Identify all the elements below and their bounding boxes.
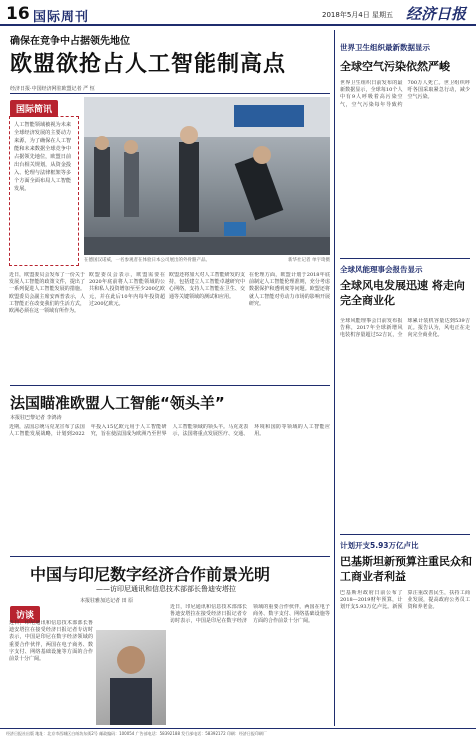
- lead-body-col-1: 近日，欧盟委员会发布了一份关于发展人工智能的政策文件，提出了一系列促进人工智能发展的措施。欧盟委员会副主席安西普表示，人工智能正在改变我们的生活方式，欧洲必须在这一领域有所作为。: [9, 272, 85, 315]
- france-headline: 法国瞄准欧盟人工智能“领头羊”: [10, 394, 225, 412]
- page-number: 16: [6, 4, 30, 24]
- divider: [10, 556, 330, 557]
- column-divider: [334, 30, 335, 726]
- interview-body-col-2: 近日，印尼通讯和信息技术部部长鲁迪安塔拉在接受经济日报记者专访时表示，中国是印尼在数字经济领域的重要合作伙伴，两国在电子商务、数字支付、网络基础设施等方面的合作前景十分广阔。: [170, 604, 330, 625]
- section-title: 国际周刊: [33, 10, 90, 25]
- lead-body-col-3: 欧盟还将加大对人工智能研发的支持，包括建立人工智能卓越研究中心网络，支持人工智能在卫生、交通等关键领域的测试和应用。: [169, 272, 245, 300]
- divider: [10, 93, 330, 94]
- lead-headline: 欧盟欲抢占人工智能制高点: [10, 52, 287, 77]
- interview-portrait: [96, 630, 166, 725]
- divider: [340, 534, 470, 535]
- interview-subtitle: ——访印尼通讯和信息技术部部长鲁迪安塔拉: [96, 585, 236, 593]
- right-kicker-3: 计划开支5.93万亿卢比: [340, 541, 419, 550]
- lead-summary-box: 人工智能领域被视为未来全球经济发展的主要动力来源，为了确保在人工智能和未来数据全球竞争中占据领先地位，欧盟日前出台相关规划，从资金投入、伦理与法律框架等多个方面全面布局人工智能发展。: [9, 116, 79, 266]
- france-byline: 本报驻巴黎记者 李鸿涛: [10, 415, 62, 421]
- photo-caption-text: 在德国汉诺威，一名参观者在体验日本公司展出的外骨骼产品。: [84, 258, 210, 263]
- lead-byline: 经济日报·中国经济网驻欧盟记者 严 恒: [10, 86, 95, 92]
- interview-byline: 本报驻雅加达记者 田 原: [80, 598, 134, 604]
- photo-credit: 新华社记者 单宇琦摄: [288, 258, 330, 263]
- lead-body-col-4: 在伦理方面，欧盟计划于2018年底前制定人工智能伦理准则，充分考虑数据保护和透明度等问题。欧盟还将就人工智能对劳动力市场的影响开展研究。: [249, 272, 330, 307]
- issue-date: 2018年5月4日 星期五: [322, 11, 393, 19]
- right-body-3: 巴基斯坦政府日前公布了2018—2019财年预算，计划开支5.93万亿卢比。新预算注重改善民生，扶持工商业发展，提高政府公务员工资和养老金。: [340, 590, 470, 611]
- lead-kicker: 确保在竞争中占据领先地位: [10, 36, 130, 47]
- divider: [340, 258, 470, 259]
- lead-photo: [84, 97, 330, 255]
- interview-body-col-1: 近日，印尼通讯和信息技术部部长鲁迪安塔拉在接受经济日报记者专访时表示，中国是印尼在数字经济领域的重要合作伙伴，两国在电子商务、数字支付、网络基础设施等方面的合作前景十分广阔。: [9, 620, 93, 663]
- brief-tag: 国际简讯: [10, 100, 58, 117]
- person-portrait-image: [96, 630, 166, 725]
- newspaper-logo: 经济日报: [406, 5, 467, 23]
- right-kicker-2: 全球风能理事会报告显示: [340, 265, 423, 274]
- right-headline-3: 巴基斯坦新预算注重民众和工商业者利益: [340, 555, 472, 583]
- france-body: 近期，法国总统马克龙宣布了法国人工智能发展战略，计划到2022年投入15亿欧元用于人工智能研究，旨在使法国成为欧洲乃至世界人工智能领域的领头羊。马克龙表示，法国将重点发展医疗、交通、环境和国防等领域的人工智能应用。: [9, 424, 330, 438]
- right-kicker-1: 世界卫生组织最新数据显示: [340, 43, 430, 52]
- masthead: [0, 0, 476, 26]
- right-headline-1: 全球空气污染依然严峻: [340, 60, 450, 73]
- right-body-2: 全球风能理事会日前发布报告称，2017年全球新增风电装机容量超过52吉瓦，全球累计装机容量达到539吉瓦。报告认为，风电正在走向完全商业化。: [340, 318, 470, 339]
- right-body-1: 世界卫生组织日前发布的最新数据显示，全球每10个人中有9人呼吸着高污染空气，空气污染每年导致约700万人死亡。世卫组织呼吁各国采取紧急行动，减少空气污染。: [340, 80, 470, 108]
- interview-headline: 中国与印尼数字经济合作前景光明: [30, 565, 271, 584]
- interview-tag: 访谈: [10, 606, 40, 623]
- lead-body-col-2: 欧盟委员会表示，欧盟需要在2020年底前将人工智能领域的公共和私人投资增加至至少200亿欧元，并在此后10年内每年投资超过200亿欧元。: [89, 272, 165, 307]
- page-footer: 经济日报社出版 地址：北京市西城区白纸坊东街2号 邮政编码：100054 广告部电话：58392188 发行部电话：58392172 印刷：经济日报印刷厂: [0, 728, 476, 739]
- exoskeleton-scene-image: [84, 97, 330, 255]
- right-headline-2: 全球风电发展迅速 将走向完全商业化: [340, 279, 465, 307]
- divider: [10, 385, 330, 386]
- photo-caption: [84, 257, 330, 263]
